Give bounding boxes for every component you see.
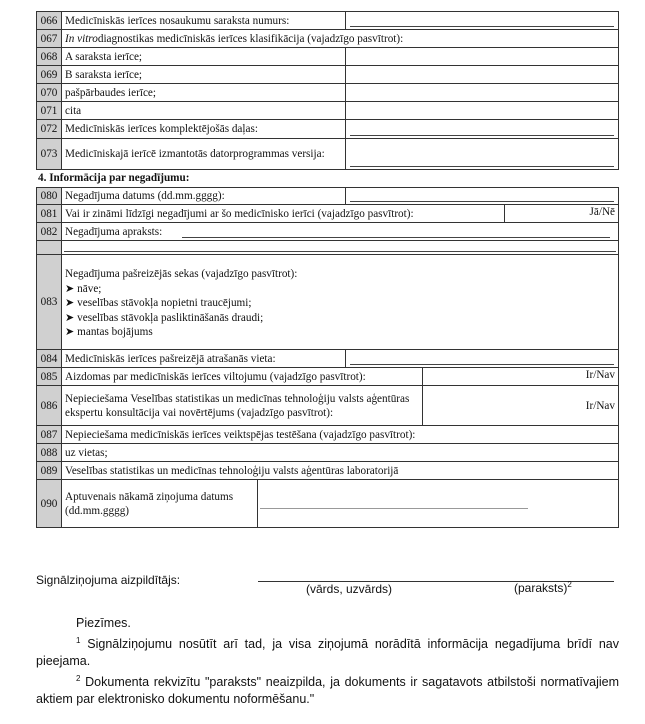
- row-number: 083: [37, 255, 62, 349]
- row-073: [36, 139, 619, 170]
- row-label: Medicīniskās ierīces komplektējošās daļas:: [65, 123, 258, 135]
- row-number: 086: [37, 386, 62, 425]
- row-label: Medicīniskajā ierīcē izmantotās datorprogrammas versija:: [65, 148, 325, 160]
- similar-incidents-choice[interactable]: Jā/Nē: [504, 205, 618, 222]
- row-081: [36, 205, 619, 223]
- row-label: Aizdomas par medicīniskās ierīces viltojumu (vajadzīgo pasvītrot):: [65, 370, 366, 383]
- row-069: [36, 66, 619, 84]
- incident-form: [36, 11, 619, 528]
- row-number: 066: [37, 12, 62, 29]
- software-version-field[interactable]: [345, 139, 618, 169]
- value-cell: [345, 84, 618, 101]
- footnote-ref: 2: [567, 580, 572, 589]
- row-label: Vai ir zināmi līdzīgi negadījumi ar šo medicīnisko ierīci (vajadzīgo pasvītrot):: [65, 207, 414, 220]
- row-label: Nepieciešama medicīniskās ierīces veiktspējas testēšana (vajadzīgo pasvītrot):: [65, 428, 416, 441]
- label-emphasis: In vitro: [65, 32, 98, 45]
- incident-date-field[interactable]: [345, 188, 618, 204]
- row-number: 081: [37, 205, 62, 222]
- row-071: [36, 102, 619, 120]
- row-082-continued: [36, 241, 619, 255]
- consequence-text: veselības stāvokļa nopietni traucējumi;: [77, 297, 252, 309]
- row-089: [36, 462, 619, 480]
- row-label: Nepieciešama Veselības statistikas un medicīnas tehnoloģiju valsts aģentūras ekspertu konsultācija vai novērtējums (vajadzīgo pasvītrot):: [65, 392, 410, 419]
- note-1: [36, 632, 619, 670]
- row-number: 068: [37, 48, 62, 65]
- expert-consultation-choice[interactable]: Ir/Nav: [422, 386, 618, 425]
- row-080: [36, 187, 619, 205]
- row-label: Negadījuma datums (dd.mm.gggg):: [65, 190, 225, 202]
- consequence-health-threat[interactable]: ➤ veselības stāvokļa pasliktināšanās draudi;: [65, 311, 264, 324]
- notes-section: [36, 615, 619, 708]
- counterfeit-choice[interactable]: Ir/Nav: [422, 368, 618, 385]
- row-083: [36, 255, 619, 350]
- option-agency-lab[interactable]: Veselības statistikas un medicīnas tehnoloģiju valsts aģentūras laboratorijā: [65, 464, 399, 477]
- row-087: [36, 426, 619, 444]
- label-text: diagnostikas medicīniskās ierīces klasifikācija (vajadzīgo pasvītrot):: [97, 32, 404, 45]
- option-on-site[interactable]: uz vietas;: [65, 446, 108, 459]
- row-number: 069: [37, 66, 62, 83]
- incident-description-field[interactable]: [182, 223, 618, 240]
- row-number: 067: [37, 30, 62, 47]
- row-number: 090: [37, 480, 62, 527]
- row-label: Negadījuma apraksts:: [65, 225, 163, 238]
- row-label: [62, 30, 618, 47]
- note-2: [36, 670, 619, 708]
- value-cell: [345, 48, 618, 65]
- note-text: Dokumenta rekvizītu "paraksts" neaizpilda, ja dokuments ir sagatavots atbilstoši normatīvajiem aktiem par elektronisko dokumentu noformēšanu.": [36, 675, 619, 707]
- row-number: 071: [37, 102, 62, 119]
- components-field[interactable]: [345, 120, 618, 138]
- row-number: 073: [37, 139, 62, 169]
- row-084: [36, 350, 619, 368]
- value-cell: [345, 102, 618, 119]
- option-other[interactable]: cita: [65, 104, 82, 117]
- row-085: [36, 368, 619, 386]
- consequences-block: [62, 255, 352, 349]
- option-self-test[interactable]: pašpārbaudes ierīce;: [65, 86, 157, 99]
- row-number-blank: [37, 241, 62, 254]
- row-number: 085: [37, 368, 62, 385]
- row-067: [36, 30, 619, 48]
- row-072: [36, 120, 619, 139]
- name-caption: (vārds, uzvārds): [306, 582, 393, 596]
- consequence-text: mantas bojājums: [77, 326, 153, 338]
- section-heading-4: 4. Informācija par negadījumu:: [38, 172, 190, 184]
- consequence-death[interactable]: ➤ nāve;: [65, 282, 102, 295]
- next-report-date-field[interactable]: [257, 480, 618, 527]
- row-number: 072: [37, 120, 62, 138]
- row-number: 087: [37, 426, 62, 443]
- consequences-label: Negadījuma pašreizējās sekas (vajadzīgo pasvītrot):: [65, 268, 298, 280]
- device-list-number-field[interactable]: [345, 12, 618, 29]
- option-list-b[interactable]: B saraksta ierīce;: [65, 68, 143, 81]
- note-text: Signālziņojumu nosūtīt arī tad, ja visa ziņojumā norādītā informācija negadījuma brīdī nav pieejama.: [36, 637, 619, 669]
- row-number: 089: [37, 462, 62, 479]
- consequence-serious-health[interactable]: ➤ veselības stāvokļa nopietni traucējumi;: [65, 297, 252, 309]
- row-label: Aptuvenais nākamā ziņojuma datums (dd.mm.gggg): [65, 490, 234, 517]
- row-068: [36, 48, 619, 66]
- sign-caption: (paraksts): [514, 581, 568, 595]
- row-070: [36, 84, 619, 102]
- row-number: 088: [37, 444, 62, 461]
- notes-title: Piezīmes.: [76, 616, 131, 630]
- device-location-field[interactable]: [345, 350, 618, 367]
- signature-label: Signālziņojuma aizpildītājs:: [36, 573, 181, 587]
- row-066: [36, 11, 619, 30]
- row-label: Medicīniskās ierīces pašreizējā atrašanās vieta:: [65, 352, 276, 365]
- value-cell: [352, 255, 618, 349]
- consequence-text: nāve;: [77, 282, 102, 295]
- row-number: 084: [37, 350, 62, 367]
- option-list-a[interactable]: A saraksta ierīce;: [65, 50, 143, 63]
- note-number: 1: [76, 636, 81, 645]
- row-number: 082: [37, 223, 62, 240]
- value-cell: [345, 66, 618, 83]
- row-086: [36, 386, 619, 426]
- sign-caption-wrap: [514, 580, 572, 595]
- note-number: 2: [76, 674, 81, 684]
- row-082: [36, 223, 619, 241]
- row-number: 080: [37, 188, 62, 204]
- incident-description-field-line2[interactable]: [62, 241, 618, 254]
- row-number: 070: [37, 84, 62, 101]
- consequence-property[interactable]: ➤ mantas bojājums: [65, 326, 153, 338]
- row-label: Medicīniskās ierīces nosaukumu saraksta numurs:: [65, 14, 290, 27]
- row-088: [36, 444, 619, 462]
- consequence-text: veselības stāvokļa pasliktināšanās draudi;: [77, 311, 264, 324]
- row-090: [36, 480, 619, 528]
